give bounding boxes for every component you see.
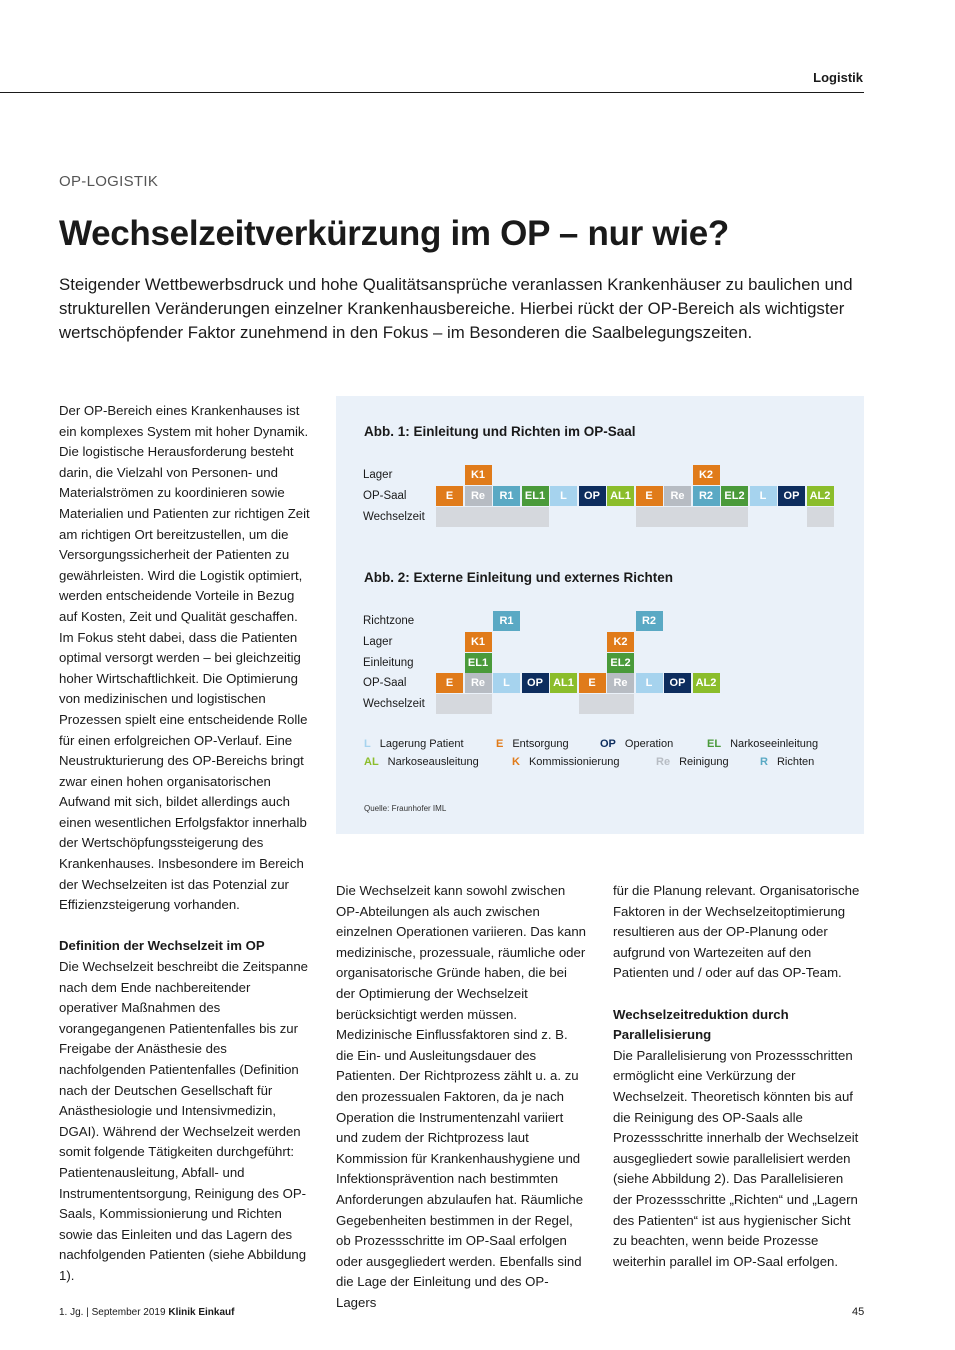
article-lead: Steigender Wettbewerbsdruck und hohe Qualitätsansprüche veranlassen Krankenhäuser zu baulichen und strukturellen Veränderungen einzelner Krankenhausbereiche. Hierbei rückt der OP-Bereich als wichtigster wertschöpfender Faktor zunehmend in den Fokus – im Besonderen die Saalbelegungszeiten. xyxy=(59,275,853,342)
figure-box xyxy=(336,396,864,834)
legend-abbr: K xyxy=(512,756,520,768)
fig1-wechselzeit-bar xyxy=(436,507,549,527)
legend-label: Narkoseausleitung xyxy=(387,756,479,768)
subheading: Wechselzeitreduktion durch Parallelisierung xyxy=(613,1006,789,1043)
fig2-row-label: OP-Saal xyxy=(363,677,407,690)
fig2-cell-al1: AL1 xyxy=(550,673,577,693)
header-rule xyxy=(0,92,864,93)
paragraph: Die Wechselzeit beschreibt die Zeitspanne nach dem Ende nachbereitender operativer Maßnahmen des vorangegangenen Patientenfalles bis zur Freigabe der Anästhesie des nachfolgenden Patientenfalles (Definition nach der Deutschen Gesellschaft für Anästhesiologie und Intensivmedizin, DGAI). Während der Wechselzeit werden somit folgende Tätigkeiten durchgeführt: Patientenausleitung, Abfall- und Instrumententsorgung, Reinigung des OP-Saals, Kommissionierung und Richten sowie das Einleiten und das Lagern des nachfolgenden Patienten (siehe Abbildung 1). xyxy=(59,959,308,1283)
fig2-cell-l: L xyxy=(493,673,520,693)
figure-2-title: Abb. 2: Externe Einleitung und externes Richten xyxy=(364,570,674,585)
legend-abbr: AL xyxy=(364,756,379,768)
fig2-cell-re: Re xyxy=(465,673,492,693)
fig1-cell-r2: R2 xyxy=(693,486,720,506)
fig2-cell-e: E xyxy=(579,673,606,693)
fig1-cell-k2: K2 xyxy=(693,465,720,485)
fig2-cell-l: L xyxy=(636,673,663,693)
figure-1-title: Abb. 1: Einleitung und Richten im OP-Saal xyxy=(364,424,636,439)
text-column-3 xyxy=(613,881,865,1272)
legend-label: Lagerung Patient xyxy=(379,738,464,750)
legend-label: Operation xyxy=(624,738,674,750)
fig1-cell-e: E xyxy=(436,486,463,506)
text-column-1 xyxy=(59,401,311,1287)
fig1-cell-op: OP xyxy=(778,486,805,506)
fig1-row-label: Wechselzeit xyxy=(363,510,425,523)
legend-item xyxy=(707,738,818,750)
section-label: Logistik xyxy=(813,70,863,85)
fig2-row-label: Lager xyxy=(363,635,393,648)
fig1-wechselzeit-bar xyxy=(807,507,834,527)
fig2-cell-al2: AL2 xyxy=(693,673,720,693)
fig1-cell-al1: AL1 xyxy=(607,486,634,506)
legend-abbr: OP xyxy=(600,738,616,750)
article-kicker: OP-LOGISTIK xyxy=(59,173,159,190)
fig1-cell-re: Re xyxy=(664,486,691,506)
paragraph: Die Parallelisierung von Prozessschritten ermöglicht eine Verkürzung der Wechselzeit. Theoretisch könnten bis auf die Reinigung des OP-Saals alle Prozessschritte innerhalb der Wechselzeit ausgegliedert sowie parallelisiert werden (siehe Abbildung 2). Das Parallelisieren der Prozessschritte „Richten“ und „Lagern des Patienten“ ist aus hygienischer Sicht zu beachten, wenn beide Prozesse weiterhin parallel im OP-Saal erfolgen. xyxy=(613,1047,859,1269)
fig1-cell-l: L xyxy=(550,486,577,506)
paragraph: Der OP-Bereich eines Krankenhauses ist ein komplexes System mit hoher Dynamik. Die logistische Herausforderung besteht darin, die Vielzahl von Personen- und Materialströmen zu koordinieren sowie Materialien und Patienten zur richtigen Zeit am richtigen Ort bereitzustellen, um die Versorgungssicherheit der Patienten zu gewährleisten. Wird die Logistik optimiert, werden entscheidende Vorteile in Bezug auf Kosten, Zeit und Qualität geschaffen. Im Fokus steht dabei, dass die Patienten optimal versorgt werden – bei gleichzeitig hoher Wirtschaftlichkeit. Die Optimierung von medizinischen und logistischen Prozessen spielt eine entscheidende Rolle für einen erfolgreichen OP-Verlauf. Eine Neustrukturierung des OP-Bereichs bringt zwar einen hohen organisatorischen Aufwand mit sich, bildet allerdings auch einen wesentlichen Erfolgsfaktor innerhalb der Wertschöpfungssteigerung des Krankenhauses. Insbesondere im Bereich der Wechselzeiten ist das Potenzial zur Effizienzsteigerung vorhanden. xyxy=(59,403,310,913)
fig1-cell-op: OP xyxy=(579,486,606,506)
legend-label: Narkoseeinleitung xyxy=(730,738,819,750)
text-column-2 xyxy=(336,881,588,1313)
fig2-cell-el2: EL2 xyxy=(607,653,634,673)
legend-label: Kommissionierung xyxy=(528,756,620,768)
fig2-cell-e: E xyxy=(436,673,463,693)
footer xyxy=(59,1307,234,1318)
legend-label: Entsorgung xyxy=(512,738,569,750)
legend-abbr: EL xyxy=(707,738,722,750)
legend-abbr: E xyxy=(496,738,504,750)
fig1-cell-k1: K1 xyxy=(465,465,492,485)
fig1-cell-l: L xyxy=(750,486,777,506)
legend-item xyxy=(364,738,464,750)
fig1-cell-r1: R1 xyxy=(493,486,520,506)
fig2-wechselzeit-bar xyxy=(579,694,635,714)
paragraph: für die Planung relevant. Organisatorische Faktoren in der Wechselzeitoptimierung resultieren aus der OP-Planung oder aufgrund von Wartezeiten auf den Patienten und / oder auf das OP-Team. xyxy=(613,883,860,981)
fig2-cell-k1: K1 xyxy=(465,632,492,652)
legend-item xyxy=(760,756,814,768)
legend-item xyxy=(364,756,479,768)
legend-item xyxy=(512,756,619,768)
fig1-row-label: OP-Saal xyxy=(363,489,407,502)
footer-magazine: Klinik Einkauf xyxy=(168,1307,235,1318)
subheading: Definition der Wechselzeit im OP xyxy=(59,938,265,954)
fig2-row-label: Richtzone xyxy=(363,615,415,627)
legend-item xyxy=(496,738,569,750)
fig1-cell-el1: EL1 xyxy=(522,486,549,506)
fig1-cell-re: Re xyxy=(465,486,492,506)
fig1-cell-el2: EL2 xyxy=(721,486,748,506)
article-title: Wechselzeitverkürzung im OP – nur wie? xyxy=(59,214,730,253)
page-number: 45 xyxy=(852,1306,865,1318)
legend-label: Richten xyxy=(776,756,815,768)
fig2-cell-op: OP xyxy=(664,673,691,693)
fig2-cell-r2: R2 xyxy=(636,611,663,631)
footer-issue: 1. Jg. | September 2019 xyxy=(59,1307,166,1318)
fig1-cell-al2: AL2 xyxy=(807,486,834,506)
fig2-cell-el1: EL1 xyxy=(465,653,492,673)
legend-item xyxy=(600,738,673,750)
fig1-cell-e: E xyxy=(636,486,663,506)
fig1-row-label: Lager xyxy=(363,469,393,481)
legend-abbr: L xyxy=(364,738,371,750)
figure-source: Quelle: Fraunhofer IML xyxy=(364,804,447,813)
fig2-cell-re: Re xyxy=(607,673,634,693)
legend-abbr: R xyxy=(760,756,768,768)
fig2-cell-r1: R1 xyxy=(493,611,520,631)
fig2-row-label: Wechselzeit xyxy=(363,698,425,711)
fig2-wechselzeit-bar xyxy=(436,694,492,714)
paragraph: Die Wechselzeit kann sowohl zwischen OP-Abteilungen als auch zwischen einzelnen Operationen variieren. Das kann medizinische, prozessuale, räumliche oder organisatorische Gründe haben, die bei der Optimierung der Wechselzeit berücksichtigt werden müssen. Medizinische Einflussfaktoren sind z. B. die Ein- und Ausleitungsdauer des Patienten. Der Richtprozess zählt u. a. zu den prozessualen Faktoren, da je nach Operation die Instrumentenzahl variiert und zudem der Richtprozess laut Kommission für Krankenhaushygiene und Infektionsprävention nach bestimmten Anforderungen abzulaufen hat. Räumliche Gegebenheiten bestimmen in der Regel, ob Prozessschritte im OP-Saal erfolgen oder ausgegliedert werden. Ebenfalls sind die Lage der Einleitung und des OP-Lagers xyxy=(336,883,586,1310)
legend-abbr: Re xyxy=(656,756,671,768)
fig2-cell-op: OP xyxy=(522,673,549,693)
fig2-row-label: Einleitung xyxy=(363,656,414,669)
legend-label: Reinigung xyxy=(679,756,729,768)
fig2-cell-k2: K2 xyxy=(607,632,634,652)
legend-item xyxy=(656,756,729,768)
fig1-wechselzeit-bar xyxy=(636,507,749,527)
